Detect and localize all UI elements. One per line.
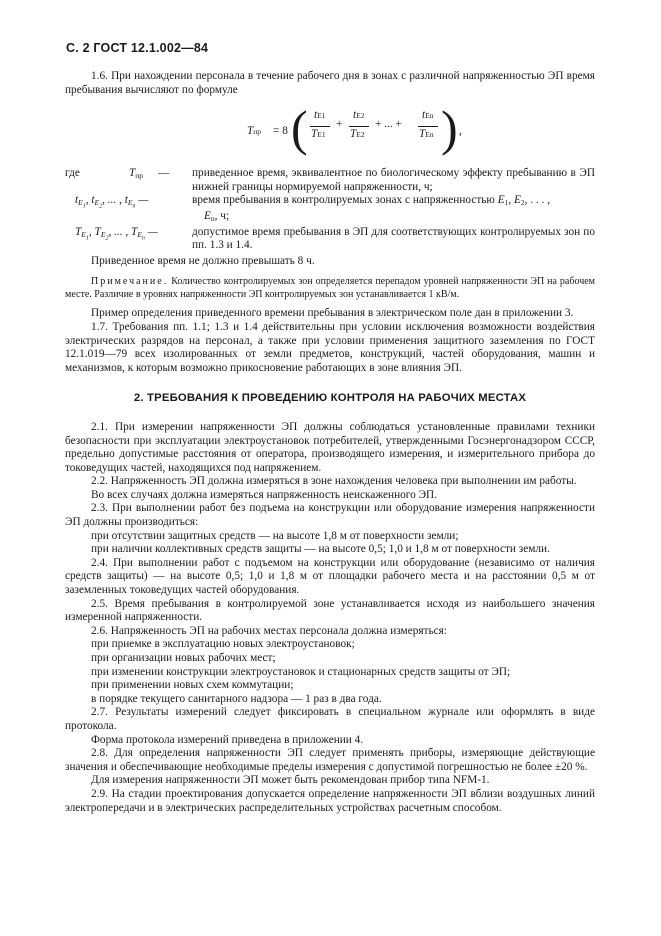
paragraph-2-7b: Форма протокола измерений приведена в приложении 4. xyxy=(91,733,364,746)
formula-num-1: tE1 xyxy=(314,109,326,122)
formula-num-n: tEn xyxy=(422,109,434,122)
paragraph-1-7: 1.7. Требования пп. 1.1; 1.3 и 1.4 действительны при условии исключения возможности воздействия электрических разрядов на персонал, а также при условии применения защитного заземления по ГОСТ 12.1.019—79 всех изолированных от земли предметов, конструкций, частей оборудования, машин и механизмов, к которым возможно прикосновение работающих в зоне влияния ЭП. xyxy=(65,320,595,374)
paragraph-1-6: 1.6. При нахождении персонала в течение рабочего дня в зонах с различной напряженностью ЭП время пребывания вычисляют по формуле xyxy=(65,70,595,96)
paragraph-2-4: 2.4. При выполнении работ с подъемом на конструкции или оборудование (независимо от наличия средств защиты) — на высоте 0,5; 1,0 и 1,8 м от площадки рабочего места и на расстоянии 0,5 м от заземленных токоведущих частей оборудования. xyxy=(65,556,595,597)
formula-dots: + ... + xyxy=(375,118,402,131)
formula-plus: + xyxy=(336,118,343,131)
paragraph-2-3a: при отсутствии защитных средств — на высоте 1,8 м от поверхности земли; xyxy=(91,529,459,542)
formula-den-2: TE2 xyxy=(350,128,365,141)
legend-row-tpr xyxy=(65,167,595,194)
paragraph-2-2b: Во всех случаях должна измеряться напряженность неискаженного ЭП. xyxy=(91,488,438,501)
legend-symbol-tpr: $T_{пр}$ xyxy=(129,167,144,181)
paragraph-max-time: Приведенное время не должно превышать 8 ч. xyxy=(91,254,315,267)
legend-row-t xyxy=(65,194,595,225)
paragraph-2-6: 2.6. Напряженность ЭП на рабочих местах персонала должна измеряться: xyxy=(91,624,447,637)
formula-den-1: TE1 xyxy=(311,128,326,141)
paragraph-2-8: 2.8. Для определения напряженности ЭП следует применять приборы, измеряющие действующие значения и обеспечивающие необходимые пределы измерения с допустимой погрешностью не более ±20 %. xyxy=(65,747,595,773)
formula-left-paren: ( xyxy=(291,100,308,157)
formula-frac-bar-2 xyxy=(349,126,369,127)
paragraph-2-5: 2.5. Время пребывания в контролируемой зоне устанавливается исходя из наибольшего значения измеренной напряженности. xyxy=(65,597,595,624)
formula-legend xyxy=(65,167,595,253)
note-label: Примечание. xyxy=(91,276,169,288)
legend-text-t: время пребывания в контролируемых зонах с напряженностью $E_1$, $E_2$, . . . , $E_n$, ч; xyxy=(192,194,551,223)
legend-row-T xyxy=(65,226,595,253)
legend-symbol-T: $T_{E_1}$, $T_{E_2}$, ... , $T_{E_n}$ — xyxy=(75,225,158,242)
paragraph-2-3: 2.3. При выполнении работ без подъема на конструкции или оборудование измерения напряженности ЭП должны производиться: xyxy=(65,502,595,529)
formula-num-2: tE2 xyxy=(353,109,365,122)
formula-tail: , xyxy=(459,125,462,138)
page-content xyxy=(65,70,595,815)
list-item: при применении новых схем коммутации; xyxy=(91,679,294,692)
list-item: при приемке в эксплуатацию новых электроустановок; xyxy=(91,638,355,651)
paragraph-2-2: 2.2. Напряженность ЭП должна измеряться в зоне нахождения человека при выполнении им работы. xyxy=(91,475,577,488)
formula-frac-bar-1 xyxy=(310,126,330,127)
list-item: в порядке текущего санитарного надзора — 1 раз в два года. xyxy=(91,692,382,705)
legend-where: где xyxy=(65,167,80,180)
formula-den-n: TEn xyxy=(419,128,434,141)
list-item: при изменении конструкции электроустановок и стационарных средств защиты от ЭП; xyxy=(91,665,511,678)
legend-text-T: допустимое время пребывания в ЭП для соответствующих контролируемых зон по пп. 1.3 и 1.4. xyxy=(192,225,595,252)
paragraph-2-3b: при наличии коллективных средств защиты — на высоте 0,5; 1,0 и 1,8 м от поверхности земли. xyxy=(91,543,550,556)
page-header: С. 2 ГОСТ 12.1.002—84 xyxy=(66,41,209,55)
paragraph-2-7: 2.7. Результаты измерений следует фиксировать в специальном журнале или оформлять в виде протокола. xyxy=(65,706,595,732)
note-text: Количество контролируемых зон определяется перепадом уровней напряженности ЭП на рабочем месте. Различие в уровнях напряженности ЭП контролируемых зон устанавливается 1 кВ/м. xyxy=(65,276,595,300)
formula-reduced-time xyxy=(65,99,595,161)
legend-text-tpr: приведенное время, эквивалентное по биологическому эффекту пребыванию в ЭП нижней границы нормируемой напряженности, ч; xyxy=(192,167,595,193)
paragraph-example: Пример определения приведенного времени пребывания в электрическом поле дан в приложении 3. xyxy=(91,307,574,320)
paragraph-2-8b: Для измерения напряженности ЭП может быть рекомендован прибор типа NFM-1. xyxy=(91,774,490,787)
list-item: при организации новых рабочих мест; xyxy=(91,652,276,664)
legend-symbol-t: $t_{E_1}$, $t_{E_2}$, ... , $t_{E_n}$ — xyxy=(75,194,149,210)
paragraph-2-1: 2.1. При измерении напряженности ЭП должны соблюдаться установленные правилами техники безопасности при эксплуатации электроустановок потребителей, утвержденными Госэнергонадзором СССР, предельно допустимые расстояния от оператора, производящего измерения, и измерительного прибора до токоведущих частей, находящихся под напряжением. xyxy=(65,420,595,474)
paragraph-2-9: 2.9. На стадии проектирования допускается определение напряженности ЭП вблизи воздушных линий электропередачи и в электрических распределительных устройствах расчетным способом. xyxy=(65,787,595,814)
formula-right-paren: ) xyxy=(441,100,458,157)
formula-lhs: Tпр xyxy=(247,125,262,138)
formula-frac-bar-n xyxy=(418,126,438,127)
section-2-title: 2. ТРЕБОВАНИЯ К ПРОВЕДЕНИЮ КОНТРОЛЯ НА РАБОЧИХ МЕСТАХ xyxy=(133,392,527,405)
note xyxy=(65,276,595,301)
legend-dash-1: — xyxy=(158,167,170,180)
formula-eq: = 8 xyxy=(273,125,288,138)
